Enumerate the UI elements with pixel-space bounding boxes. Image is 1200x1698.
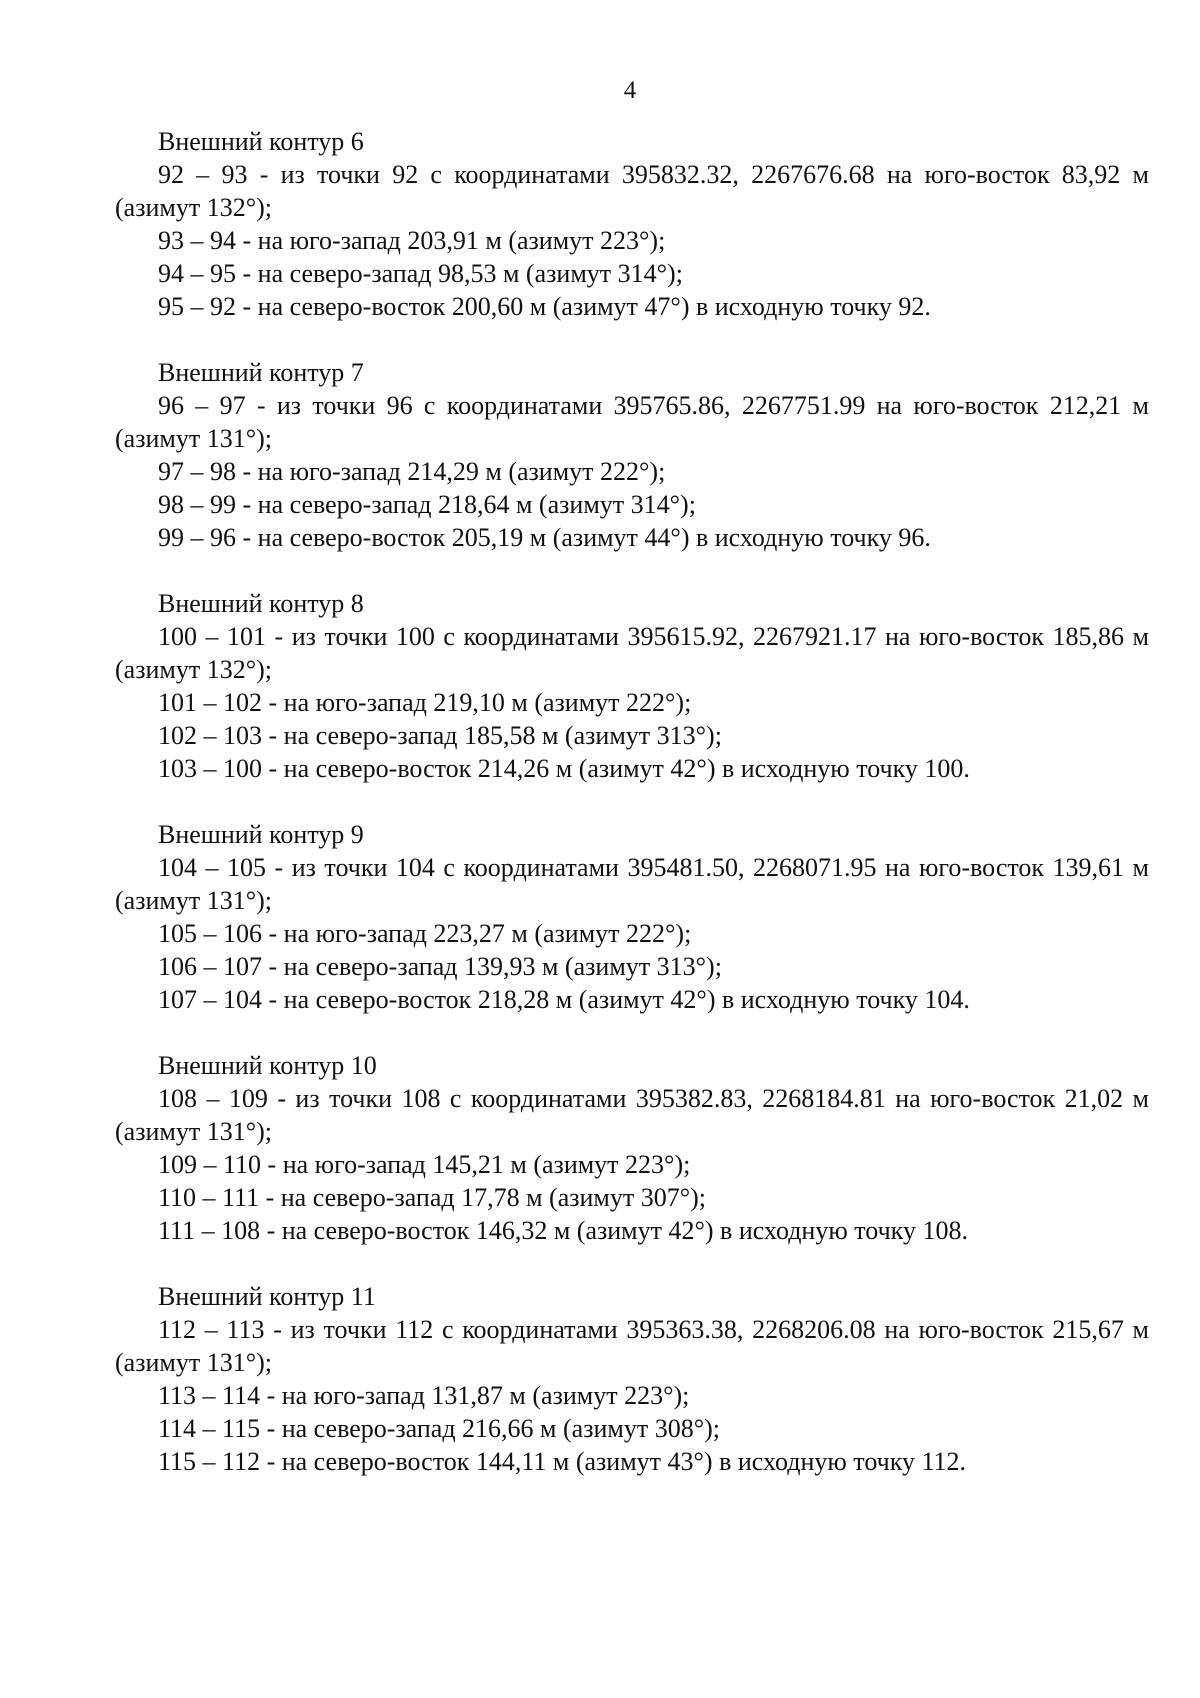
contour-section-9: [115, 818, 1149, 1016]
contour-segment-line: 99 – 96 - на северо-восток 205,19 м (азимут 44°) в исходную точку 96.: [158, 523, 931, 552]
contour-start-paragraph: 96 – 97 - из точки 96 с координатами 395765.86, 2267751.99 на юго-восток 212,21 м (азимут 131°);: [115, 391, 1149, 453]
contour-section-6: [115, 125, 1149, 323]
contour-start-paragraph: 104 – 105 - из точки 104 с координатами 395481.50, 2268071.95 на юго-восток 139,61 м (азимут 131°);: [115, 853, 1149, 915]
contour-section-7: [115, 356, 1149, 554]
contour-section-10: [115, 1049, 1149, 1247]
contour-segment-line: 110 – 111 - на северо-запад 17,78 м (азимут 307°);: [158, 1183, 707, 1212]
contour-section-8: [115, 587, 1149, 785]
contour-segment-line: 97 – 98 - на юго-запад 214,29 м (азимут 222°);: [158, 457, 666, 486]
contour-heading: Внешний контур 6: [158, 127, 364, 156]
contour-segment-line: 114 – 115 - на северо-запад 216,66 м (азимут 308°);: [158, 1414, 720, 1443]
contour-segment-line: 103 – 100 - на северо-восток 214,26 м (азимут 42°) в исходную точку 100.: [158, 754, 970, 783]
contour-heading: Внешний контур 8: [158, 589, 364, 618]
contour-heading: Внешний контур 10: [158, 1051, 377, 1080]
contour-segment-line: 95 – 92 - на северо-восток 200,60 м (азимут 47°) в исходную точку 92.: [158, 292, 931, 321]
contour-segment-line: 111 – 108 - на северо-восток 146,32 м (азимут 42°) в исходную точку 108.: [158, 1216, 968, 1245]
contour-segment-line: 94 – 95 - на северо-запад 98,53 м (азимут 314°);: [158, 259, 683, 288]
document-body: [115, 125, 1149, 1511]
contour-segment-line: 106 – 107 - на северо-запад 139,93 м (азимут 313°);: [158, 952, 722, 981]
contour-segment-line: 107 – 104 - на северо-восток 218,28 м (азимут 42°) в исходную точку 104.: [158, 985, 970, 1014]
contour-start-paragraph: 108 – 109 - из точки 108 с координатами 395382.83, 2268184.81 на юго-восток 21,02 м (азимут 131°);: [115, 1084, 1149, 1146]
contour-segment-line: 98 – 99 - на северо-запад 218,64 м (азимут 314°);: [158, 490, 696, 519]
contour-start-paragraph: 92 – 93 - из точки 92 с координатами 395832.32, 2267676.68 на юго-восток 83,92 м (азимут 132°);: [115, 160, 1149, 222]
contour-start-paragraph: 100 – 101 - из точки 100 с координатами 395615.92, 2267921.17 на юго-восток 185,86 м (азимут 132°);: [115, 622, 1149, 684]
contour-segment-line: 93 – 94 - на юго-запад 203,91 м (азимут 223°);: [158, 226, 666, 255]
contour-segment-line: 115 – 112 - на северо-восток 144,11 м (азимут 43°) в исходную точку 112.: [158, 1447, 967, 1476]
contour-heading: Внешний контур 11: [158, 1282, 376, 1311]
contour-segment-line: 113 – 114 - на юго-запад 131,87 м (азимут 223°);: [158, 1381, 690, 1410]
contour-heading: Внешний контур 7: [158, 358, 364, 387]
page-number: 4: [623, 77, 637, 104]
contour-segment-line: 102 – 103 - на северо-запад 185,58 м (азимут 313°);: [158, 721, 722, 750]
contour-segment-line: 109 – 110 - на юго-запад 145,21 м (азимут 223°);: [158, 1150, 691, 1179]
contour-segment-line: 105 – 106 - на юго-запад 223,27 м (азимут 222°);: [158, 919, 692, 948]
contour-heading: Внешний контур 9: [158, 820, 364, 849]
contour-section-11: [115, 1280, 1149, 1478]
contour-start-paragraph: 112 – 113 - из точки 112 с координатами 395363.38, 2268206.08 на юго-восток 215,67 м (азимут 131°);: [115, 1315, 1149, 1377]
contour-segment-line: 101 – 102 - на юго-запад 219,10 м (азимут 222°);: [158, 688, 692, 717]
